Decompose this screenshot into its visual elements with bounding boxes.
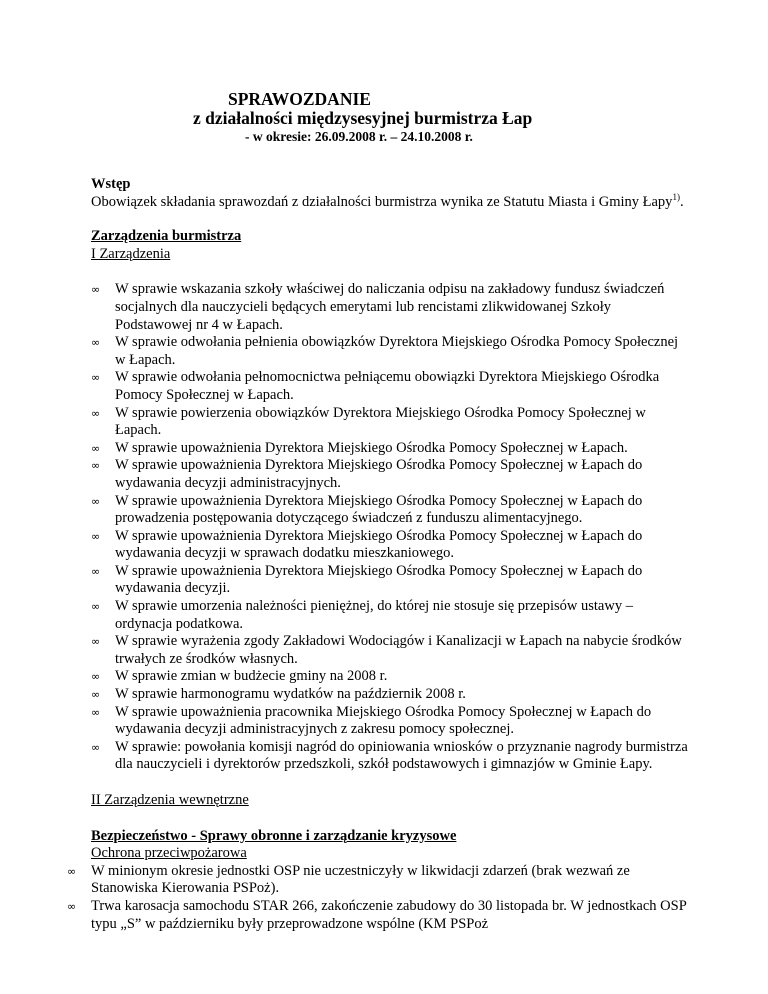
- order-item-text: W sprawie upoważnienia Dyrektora Miejskiego Ośrodka Pomocy Społecznej w Łapach do wydawania decyzji administracyjnych.: [115, 457, 643, 491]
- security-item-text: W minionym okresie jednostki OSP nie uczestniczyły w likwidacji zdarzeń (brak wezwań ze Stanowiska Kierowania PSPoż).: [91, 862, 630, 897]
- bullet-icon: ∞: [91, 494, 101, 508]
- order-item: [91, 493, 691, 528]
- intro-end: .: [679, 193, 684, 210]
- document-body: [67, 176, 691, 933]
- document-title: SPRAWOZDANIE: [228, 89, 371, 109]
- security-item: [67, 898, 691, 933]
- order-item: [91, 668, 691, 686]
- reporting-period: - w okresie: 26.09.2008 r. – 24.10.2008 r.: [245, 129, 473, 144]
- order-item-text: W sprawie wskazania szkoły właściwej do naliczania odpisu na zakładowy fundusz świadczeń socjalnych dla nauczycieli będących emerytami lub rencistami zlikwidowanej Szkoły Podstawowej nr 4 w Łapach.: [115, 281, 665, 333]
- internal-orders-heading: II Zarządzenia wewnętrzne: [91, 792, 249, 808]
- order-item-text: W sprawie zmian w budżecie gminy na 2008 r.: [115, 668, 388, 685]
- intro-heading: Wstęp: [91, 176, 131, 192]
- bullet-icon: ∞: [67, 864, 77, 878]
- document-header: [0, 89, 768, 146]
- bullet-icon: ∞: [67, 899, 77, 913]
- document-subtitle: z działalności międzysesyjnej burmistrza Łap: [193, 108, 533, 128]
- bullet-icon: ∞: [91, 740, 101, 754]
- bullet-icon: ∞: [91, 406, 101, 420]
- security-list: [67, 863, 691, 933]
- intro-paragraph: [91, 191, 691, 212]
- order-item: [91, 563, 691, 598]
- bullet-icon: ∞: [91, 529, 101, 543]
- security-item: [67, 863, 691, 898]
- order-item-text: W sprawie upoważnienia Dyrektora Miejskiego Ośrodka Pomocy Społecznej w Łapach do wydawania decyzji w sprawach dodatku mieszkaniowego.: [115, 527, 643, 562]
- order-item-text: W sprawie upoważnienia Dyrektora Miejskiego Ośrodka Pomocy Społecznej w Łapach do wydawania decyzji.: [115, 562, 643, 597]
- order-item-text: W sprawie wyrażenia zgody Zakładowi Wodociągów i Kanalizacji w Łapach na nabycie środków trwałych ze środków własnych.: [115, 633, 682, 667]
- order-item: [91, 739, 691, 774]
- order-item-text: W sprawie odwołania pełnomocnictwa pełniącemu obowiązki Dyrektora Miejskiego Ośrodka Pomocy Społecznej w Łapach.: [115, 369, 660, 403]
- bullet-icon: ∞: [91, 600, 101, 614]
- bullet-icon: ∞: [91, 371, 101, 385]
- bullet-icon: ∞: [91, 670, 101, 684]
- security-heading: Bezpieczeństwo - Sprawy obronne i zarządzanie kryzysowe: [91, 827, 457, 844]
- orders-subheading: I Zarządzenia: [91, 245, 171, 262]
- order-item: [91, 281, 691, 334]
- order-item-text: W sprawie odwołania pełnienia obowiązków Dyrektora Miejskiego Ośrodka Pomocy Społecznej w Łapach.: [115, 334, 679, 368]
- bullet-icon: ∞: [91, 564, 101, 578]
- order-item-text: W sprawie upoważnienia pracownika Miejskiego Ośrodka Pomocy Społecznej w Łapach do wydawania decyzji administracyjnych z zakresu pomocy społecznej.: [115, 703, 652, 738]
- footnote-mark: 1): [672, 191, 680, 202]
- order-item: [91, 633, 691, 668]
- bullet-icon: ∞: [91, 688, 101, 702]
- order-item: [91, 440, 691, 458]
- order-item: [91, 598, 691, 633]
- order-item: [91, 369, 691, 404]
- orders-list: [91, 281, 691, 774]
- security-item-text: Trwa karosacja samochodu STAR 266, zakończenie zabudowy do 30 listopada br. W jednostkach OSP typu „S” w październiku były przeprowadzone wspólne (KM PSPoż: [91, 897, 687, 932]
- order-item-text: W sprawie harmonogramu wydatków na październik 2008 r.: [115, 686, 466, 703]
- bullet-icon: ∞: [91, 459, 101, 473]
- intro-text: Obowiązek składania sprawozdań z działalności burmistrza wynika ze Statutu Miasta i Gminy Łapy: [91, 193, 673, 210]
- order-item-text: W sprawie umorzenia należności pieniężnej, do której nie stosuje się przepisów ustawy – ordynacja podatkowa.: [115, 598, 633, 632]
- bullet-icon: ∞: [91, 283, 101, 297]
- order-item-text: W sprawie upoważnienia Dyrektora Miejskiego Ośrodka Pomocy Społecznej w Łapach.: [115, 439, 628, 456]
- order-item: [91, 334, 691, 369]
- bullet-icon: ∞: [91, 635, 101, 649]
- bullet-icon: ∞: [91, 441, 101, 455]
- fire-protection-subheading: Ochrona przeciwpożarowa: [91, 845, 247, 862]
- order-item: [91, 686, 691, 704]
- order-item: [91, 457, 691, 492]
- orders-heading: Zarządzenia burmistrza: [91, 228, 242, 245]
- order-item-text: W sprawie upoważnienia Dyrektora Miejskiego Ośrodka Pomocy Społecznej w Łapach do prowadzenia postępowania dotyczącego świadczeń z funduszu alimentacyjnego.: [115, 492, 643, 527]
- order-item-text: W sprawie: powołania komisji nagród do opiniowania wniosków o przyznanie nagrody burmistrza dla nauczycieli i dyrektorów przedszkoli, szkół podstawowych i gimnazjów w Gminie Łapy.: [115, 738, 688, 773]
- bullet-icon: ∞: [91, 336, 101, 350]
- order-item: [91, 528, 691, 563]
- order-item-text: W sprawie powierzenia obowiązków Dyrektora Miejskiego Ośrodka Pomocy Społecznej w Łapach.: [115, 404, 646, 439]
- bullet-icon: ∞: [91, 705, 101, 719]
- order-item: [91, 405, 691, 440]
- order-item: [91, 704, 691, 739]
